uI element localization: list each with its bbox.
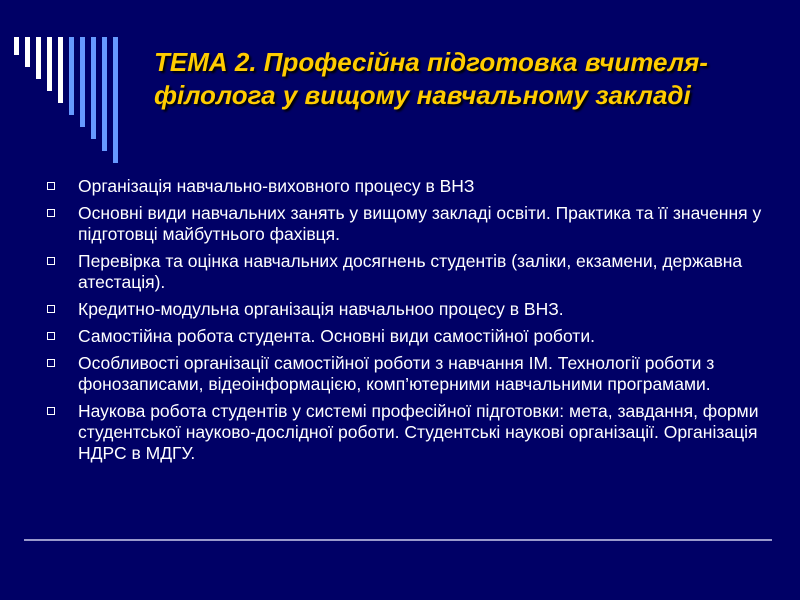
stripe	[25, 37, 30, 67]
stripe	[69, 37, 74, 115]
square-bullet-icon	[47, 182, 55, 190]
list-item	[47, 203, 767, 245]
stripe	[80, 37, 85, 127]
square-bullet-icon	[47, 209, 55, 217]
list-item	[47, 251, 767, 293]
bullet-text: Самостійна робота студента. Основні види самостійної роботи.	[78, 326, 595, 346]
stripe	[113, 37, 118, 163]
bullet-text: Організація навчально-виховного процесу в ВНЗ	[78, 176, 475, 196]
square-bullet-icon	[47, 257, 55, 265]
square-bullet-icon	[47, 359, 55, 367]
stripe	[36, 37, 41, 79]
stripe	[14, 37, 19, 55]
stripe	[91, 37, 96, 139]
list-item	[47, 326, 767, 347]
stripe	[47, 37, 52, 91]
bottom-divider	[24, 539, 772, 541]
list-item	[47, 176, 767, 197]
list-item	[47, 299, 767, 320]
list-item	[47, 401, 767, 464]
stripe	[102, 37, 107, 151]
square-bullet-icon	[47, 407, 55, 415]
stripe	[58, 37, 63, 103]
square-bullet-icon	[47, 305, 55, 313]
list-item	[47, 353, 767, 395]
square-bullet-icon	[47, 332, 55, 340]
bullet-text: Наукова робота студентів у системі професійної підготовки: мета, завдання, форми студентської науково-дослідної роботи. Студентські наукові організації. Організація НДРС в МДГУ.	[78, 401, 759, 463]
bullet-text: Особливості організації самостійної роботи з навчання ІМ. Технології роботи з фонозаписами, відеоінформацією, комп’ютерними навчальними програмами.	[78, 353, 715, 394]
bullet-text: Кредитно-модульна організація навчальноо процесу в ВНЗ.	[78, 299, 564, 319]
bullet-list	[47, 176, 767, 470]
bullet-text: Перевірка та оцінка навчальних досягнень студентів (заліки, екзамени, державна атестація).	[78, 251, 743, 292]
slide-title: ТЕМА 2. Професійна підготовка вчителя-філолога у вищому навчальному закладі	[154, 47, 708, 110]
vertical-stripes-icon	[14, 37, 164, 167]
bullet-text: Основні види навчальних занять у вищому закладі освіти. Практика та її значення у підготовці майбутнього фахівця.	[78, 203, 762, 244]
